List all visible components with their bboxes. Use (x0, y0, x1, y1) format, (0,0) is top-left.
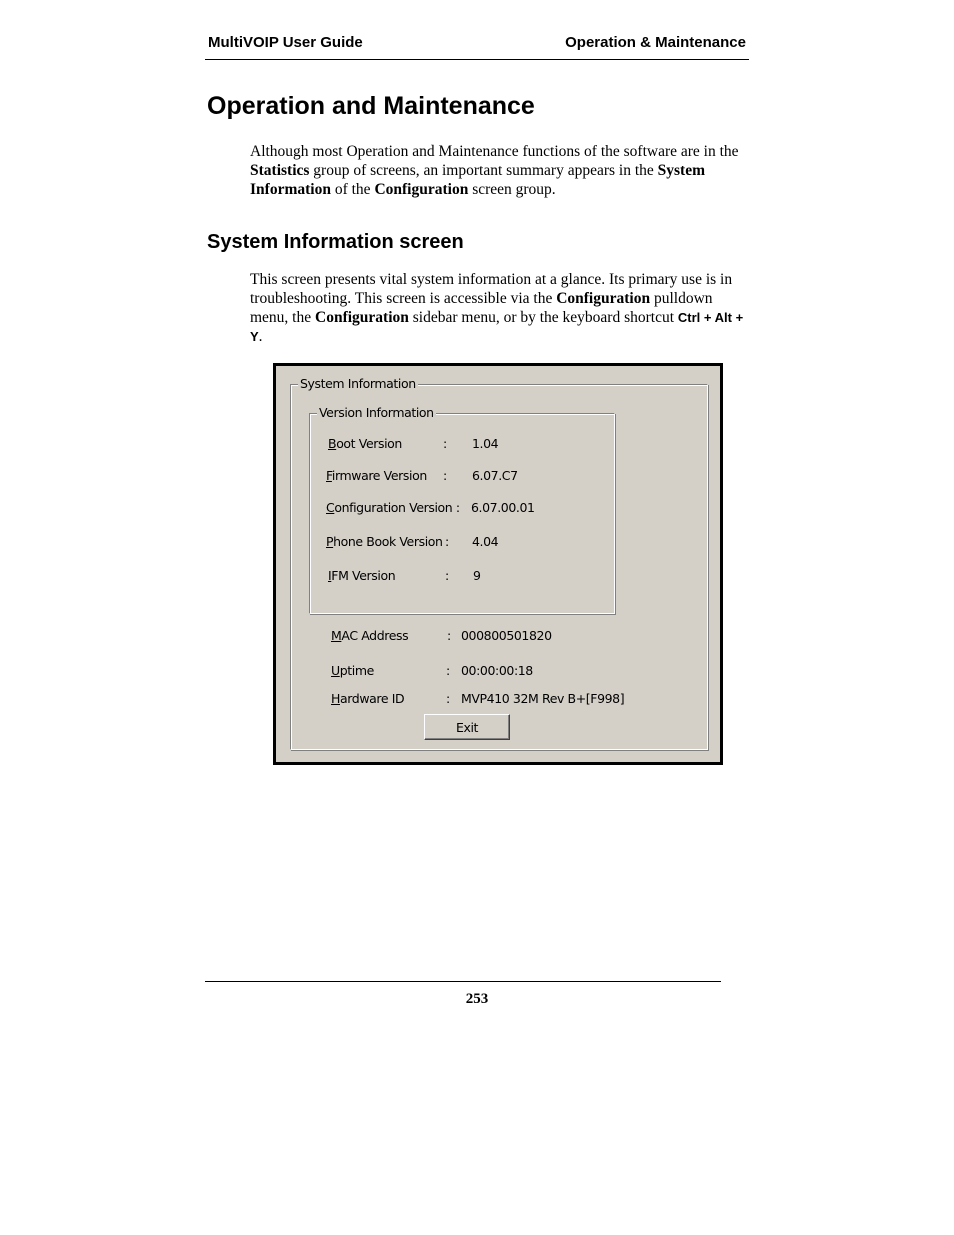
boot-version-colon: : (443, 436, 447, 451)
intro-text-2: group of screens, an important summary appears in the (309, 162, 658, 179)
intro-bold-statistics: Statistics (250, 162, 310, 179)
phone-book-version-colon: : (445, 534, 449, 549)
intro-paragraph (250, 142, 750, 199)
page-title: Operation and Maintenance (207, 92, 535, 120)
uptime-value: 00:00:00:18 (461, 663, 533, 678)
intro-text-4: screen group. (468, 181, 556, 198)
mac-address-colon: : (447, 628, 451, 643)
boot-version-value: 1.04 (472, 436, 499, 451)
running-header-section: Operation & Maintenance (565, 34, 746, 51)
boot-version-label: Boot Version (328, 436, 402, 451)
header-divider (205, 59, 749, 60)
firmware-version-value: 6.07.C7 (472, 468, 518, 483)
mac-address-value: 000800501820 (461, 628, 552, 643)
footer-divider (205, 981, 721, 982)
intro-text-1: Although most Operation and Maintenance functions of the software are in the (250, 143, 739, 160)
phone-book-version-value: 4.04 (472, 534, 499, 549)
section-heading: System Information screen (207, 231, 464, 253)
running-header-title: MultiVOIP User Guide (208, 34, 363, 51)
ifm-version-value: 9 (473, 568, 481, 583)
body-bold-configuration-1: Configuration (556, 290, 651, 307)
mac-address-label: MAC Address (331, 628, 409, 643)
phone-book-version-label: Phone Book Version (326, 534, 443, 549)
body-bold-configuration-2: Configuration (315, 309, 409, 326)
body-text-2: pulldown menu, the (250, 290, 713, 326)
configuration-version-value: 6.07.00.01 (471, 500, 535, 515)
firmware-version-label: Firmware Version (326, 468, 427, 483)
keyboard-shortcut: Ctrl + Alt + Y (250, 310, 744, 344)
body-text-3: sidebar menu, or by the keyboard shortcut (408, 309, 678, 326)
uptime-label: Uptime (331, 663, 374, 678)
body-paragraph (250, 270, 750, 346)
intro-bold-system-information: System Information (250, 162, 706, 198)
ifm-version-colon: : (445, 568, 449, 583)
body-text-4: . (258, 328, 263, 345)
version-information-group-title: Version Information (319, 405, 434, 420)
firmware-version-colon: : (443, 468, 447, 483)
page-number: 253 (465, 991, 489, 1007)
uptime-colon: : (446, 663, 450, 678)
body-text-1: This screen presents vital system information at a glance. Its primary use is in troubleshooting. This screen is accessible via the (250, 271, 733, 307)
system-information-group-title: System Information (300, 376, 416, 391)
hardware-id-value: MVP410 32M Rev B+[F998] (461, 691, 625, 706)
hardware-id-colon: : (446, 691, 450, 706)
ifm-version-label: IFM Version (328, 568, 396, 583)
hardware-id-label: Hardware ID (331, 691, 405, 706)
intro-text-3: of the (330, 181, 375, 198)
system-information-dialog (273, 363, 723, 765)
exit-button[interactable]: Exit (424, 714, 510, 740)
intro-bold-configuration: Configuration (374, 181, 469, 198)
configuration-version-label: Configuration Version : (326, 500, 460, 515)
